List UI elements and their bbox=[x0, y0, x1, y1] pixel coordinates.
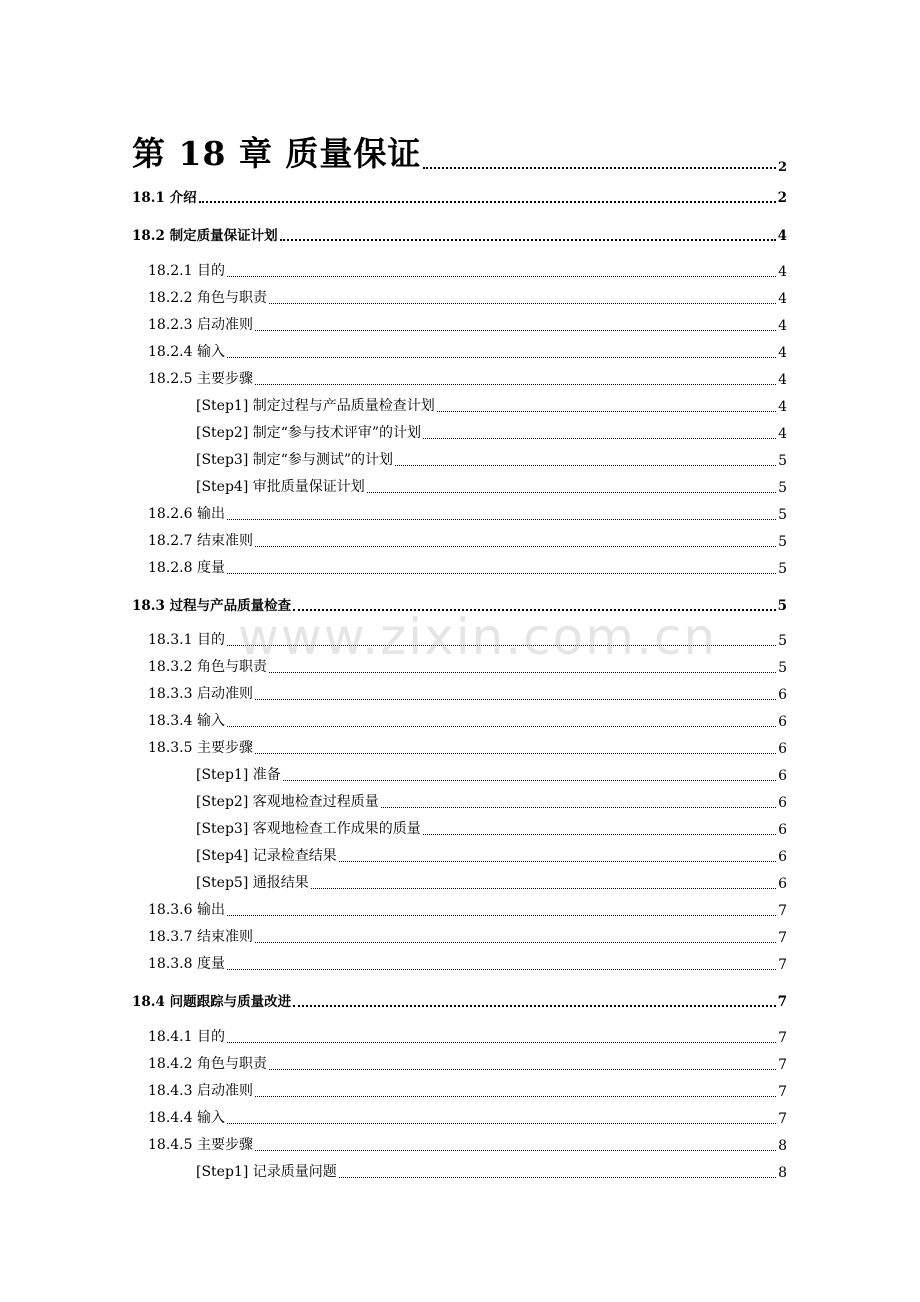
dot-leader bbox=[255, 1096, 776, 1097]
dot-leader bbox=[423, 167, 776, 169]
toc-page-number: 5 bbox=[778, 561, 787, 577]
toc-subsection-entry[interactable] bbox=[148, 926, 787, 946]
toc-page-number: 6 bbox=[778, 741, 787, 757]
toc-entry-text: [Step4] 记录检查结果 bbox=[196, 848, 337, 864]
toc-entry-text: 18.3.2 角色与职责 bbox=[148, 659, 267, 675]
toc-page-number: 2 bbox=[777, 160, 787, 175]
dot-leader bbox=[255, 384, 776, 385]
toc-page-number: 2 bbox=[777, 190, 787, 206]
toc-subsection-entry[interactable] bbox=[148, 260, 787, 280]
toc-subsection-entry[interactable] bbox=[148, 530, 787, 550]
toc-entry-text: 18.4.5 主要步骤 bbox=[148, 1137, 253, 1153]
toc-page-number: 7 bbox=[778, 1084, 787, 1100]
dot-leader bbox=[227, 1123, 776, 1124]
toc-entry-text: 18.2.4 输入 bbox=[148, 344, 225, 360]
toc-entry-text: 18.3.5 主要步骤 bbox=[148, 740, 253, 756]
toc-entry-text: [Step1] 记录质量问题 bbox=[196, 1164, 337, 1180]
toc-page-number: 4 bbox=[777, 228, 787, 244]
toc-subsection-entry[interactable] bbox=[148, 503, 787, 523]
dot-leader bbox=[311, 888, 776, 889]
toc-page-number: 6 bbox=[778, 687, 787, 703]
toc-entry-text: [Step1] 制定过程与产品质量检查计划 bbox=[196, 398, 435, 414]
toc-subsection-entry[interactable] bbox=[148, 1026, 787, 1046]
toc-section-entry[interactable] bbox=[132, 224, 787, 244]
dot-leader bbox=[423, 438, 776, 439]
toc-page-number: 7 bbox=[778, 930, 787, 946]
toc-entry-text: 18.2.8 度量 bbox=[148, 560, 225, 576]
toc-page-number: 5 bbox=[778, 534, 787, 550]
toc-entry-text: 18.4.2 角色与职责 bbox=[148, 1056, 267, 1072]
toc-entry-text: 18.4.3 启动准则 bbox=[148, 1083, 253, 1099]
toc-section-entry[interactable] bbox=[132, 186, 787, 206]
toc-entry-text: 18.4.1 目的 bbox=[148, 1029, 225, 1045]
toc-subsection-entry[interactable] bbox=[148, 737, 787, 757]
toc-subsection-entry[interactable] bbox=[148, 683, 787, 703]
toc-page-number: 7 bbox=[778, 903, 787, 919]
toc-entry-text: 18.2.3 启动准则 bbox=[148, 317, 253, 333]
toc-page-number: 4 bbox=[778, 318, 787, 334]
dot-leader bbox=[283, 780, 776, 781]
toc-step-entry[interactable] bbox=[196, 818, 787, 838]
toc-subsection-entry[interactable] bbox=[148, 953, 787, 973]
dot-leader bbox=[227, 726, 776, 727]
toc-page-number: 6 bbox=[778, 714, 787, 730]
toc-page-number: 4 bbox=[778, 345, 787, 361]
toc-entry-text: 18.3.6 输出 bbox=[148, 902, 225, 918]
dot-leader bbox=[255, 699, 776, 700]
dot-leader bbox=[227, 519, 776, 520]
dot-leader bbox=[227, 573, 776, 574]
toc-chapter-title[interactable] bbox=[132, 128, 787, 175]
toc-subsection-entry[interactable] bbox=[148, 1134, 787, 1154]
toc-subsection-entry[interactable] bbox=[148, 899, 787, 919]
toc-entry-text: 18.2 制定质量保证计划 bbox=[132, 228, 278, 244]
toc-page-number: 6 bbox=[778, 876, 787, 892]
toc-step-entry[interactable] bbox=[196, 791, 787, 811]
toc-entry-text: 18.1 介绍 bbox=[132, 190, 197, 206]
dot-leader bbox=[227, 1042, 776, 1043]
dot-leader bbox=[255, 330, 776, 331]
toc-page-number: 5 bbox=[778, 507, 787, 523]
dot-leader bbox=[255, 753, 776, 754]
toc-page-number: 6 bbox=[778, 822, 787, 838]
toc-page-number: 8 bbox=[778, 1165, 787, 1181]
dot-leader bbox=[381, 807, 776, 808]
toc-entry-text: [Step2] 客观地检查过程质量 bbox=[196, 794, 379, 810]
toc-entry-text: [Step5] 通报结果 bbox=[196, 875, 309, 891]
dot-leader bbox=[280, 239, 776, 241]
dot-leader bbox=[227, 357, 776, 358]
toc-entry-text: [Step2] 制定“参与技术评审”的计划 bbox=[196, 425, 422, 441]
toc-page-number: 7 bbox=[778, 1057, 787, 1073]
toc-section-entry[interactable] bbox=[132, 990, 787, 1010]
toc-subsection-entry[interactable] bbox=[148, 656, 787, 676]
toc-step-entry[interactable] bbox=[196, 1161, 787, 1181]
toc-entry-text: 18.3.3 启动准则 bbox=[148, 686, 253, 702]
toc-page-number: 5 bbox=[778, 453, 787, 469]
dot-leader bbox=[395, 465, 776, 466]
toc-page-number: 5 bbox=[778, 480, 787, 496]
toc-subsection-entry[interactable] bbox=[148, 368, 787, 388]
toc-entry-text: 18.4 问题跟踪与质量改进 bbox=[132, 994, 292, 1010]
dot-leader bbox=[269, 672, 776, 673]
dot-leader bbox=[293, 609, 776, 611]
dot-leader bbox=[227, 915, 776, 916]
dot-leader bbox=[199, 201, 776, 203]
toc-page-number: 6 bbox=[778, 795, 787, 811]
toc-entry-text: [Step1] 准备 bbox=[196, 767, 281, 783]
toc-page-number: 7 bbox=[777, 994, 787, 1010]
dot-leader bbox=[269, 303, 776, 304]
dot-leader bbox=[293, 1005, 776, 1007]
toc-entry-text: 18.2.6 输出 bbox=[148, 506, 225, 522]
toc-step-entry[interactable] bbox=[196, 872, 787, 892]
toc-page-number: 4 bbox=[778, 372, 787, 388]
dot-leader bbox=[255, 546, 776, 547]
dot-leader bbox=[227, 276, 776, 277]
toc-entry-text: 18.3.7 结束准则 bbox=[148, 929, 253, 945]
toc-page-number: 4 bbox=[778, 291, 787, 307]
toc-entry-text: [Step4] 审批质量保证计划 bbox=[196, 479, 365, 495]
toc-page-number: 6 bbox=[778, 849, 787, 865]
toc-page-number: 7 bbox=[778, 957, 787, 973]
toc-subsection-entry[interactable] bbox=[148, 287, 787, 307]
watermark-text: www.zixin.com.cn bbox=[238, 608, 718, 666]
dot-leader bbox=[227, 645, 776, 646]
toc-page-number: 5 bbox=[778, 660, 787, 676]
toc-step-entry[interactable] bbox=[196, 449, 787, 469]
toc-step-entry[interactable] bbox=[196, 476, 787, 496]
toc-entry-text: 18.4.4 输入 bbox=[148, 1110, 225, 1126]
toc-subsection-entry[interactable] bbox=[148, 1080, 787, 1100]
toc-page-number: 6 bbox=[778, 768, 787, 784]
toc-page-number: 4 bbox=[778, 399, 787, 415]
toc-subsection-entry[interactable] bbox=[148, 1053, 787, 1073]
dot-leader bbox=[255, 942, 776, 943]
toc-step-entry[interactable] bbox=[196, 764, 787, 784]
toc-step-entry[interactable] bbox=[196, 422, 787, 442]
toc-page-number: 5 bbox=[778, 633, 787, 649]
toc-step-entry[interactable] bbox=[196, 395, 787, 415]
toc-subsection-entry[interactable] bbox=[148, 1107, 787, 1127]
toc-page-number: 5 bbox=[777, 598, 787, 614]
toc-entry-text: [Step3] 客观地检查工作成果的质量 bbox=[196, 821, 421, 837]
toc-page-number: 4 bbox=[778, 264, 787, 280]
toc-entry-text: 18.3 过程与产品质量检查 bbox=[132, 598, 292, 614]
toc-entry-text: 18.2.5 主要步骤 bbox=[148, 371, 253, 387]
toc-subsection-entry[interactable] bbox=[148, 314, 787, 334]
dot-leader bbox=[423, 834, 776, 835]
toc-page-number: 4 bbox=[778, 426, 787, 442]
dot-leader bbox=[339, 861, 776, 862]
toc-step-entry[interactable] bbox=[196, 845, 787, 865]
dot-leader bbox=[255, 1150, 776, 1151]
toc-page-number: 8 bbox=[778, 1138, 787, 1154]
toc-entry-text: 18.2.1 目的 bbox=[148, 263, 225, 279]
toc-entry-text: 第 18 章 质量保证 bbox=[132, 134, 422, 173]
toc-subsection-entry[interactable] bbox=[148, 629, 787, 649]
toc-entry-text: 18.3.1 目的 bbox=[148, 632, 225, 648]
toc-entry-text: 18.3.8 度量 bbox=[148, 956, 225, 972]
toc-page-number: 7 bbox=[778, 1030, 787, 1046]
toc-subsection-entry[interactable] bbox=[148, 557, 787, 577]
toc-subsection-entry[interactable] bbox=[148, 710, 787, 730]
toc-section-entry[interactable] bbox=[132, 594, 787, 614]
dot-leader bbox=[367, 492, 776, 493]
toc-subsection-entry[interactable] bbox=[148, 341, 787, 361]
dot-leader bbox=[269, 1069, 776, 1070]
dot-leader bbox=[437, 411, 776, 412]
toc-entry-text: [Step3] 制定“参与测试”的计划 bbox=[196, 452, 394, 468]
dot-leader bbox=[339, 1177, 776, 1178]
toc-entry-text: 18.3.4 输入 bbox=[148, 713, 225, 729]
toc-entry-text: 18.2.2 角色与职责 bbox=[148, 290, 267, 306]
toc-page-number: 7 bbox=[778, 1111, 787, 1127]
dot-leader bbox=[227, 969, 776, 970]
toc-entry-text: 18.2.7 结束准则 bbox=[148, 533, 253, 549]
